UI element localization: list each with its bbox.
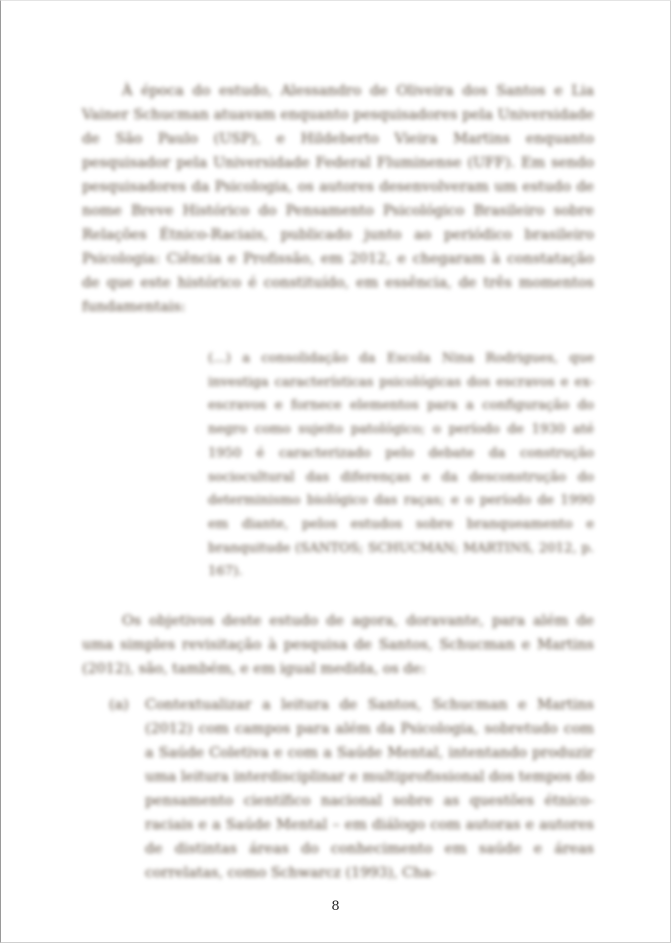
- list-item: [109, 693, 594, 885]
- list-item-marker: (a): [109, 697, 129, 713]
- page-number: 8: [331, 899, 340, 914]
- list-item-text: Contextualizar a leitura de Santos, Schucman e Martins (2012) com campos para além da Psicologia, sobretudo com a Saúde Coletiva e com a Saúde Mental, intentando produzir uma leitura interdisciplinar e multiprofissional dos tempos do pensamento científico nacional sobre as questões étnico-raciais e a Saúde Mental – em diálogo com autoras e autores de distintas áreas do conhecimento em saúde e áreas correlatas, como Schwarcz (1993), Cha-: [145, 697, 594, 881]
- block-quote: (...) a consolidação da Escola Nina Rodrigues, que investiga características psicológicas dos escravos e ex-escravos e fornece elementos para a configuração do negro como sujeito patológico; o período de 1930 até 1950 é caracterizado pelo debate da construção sociocultural das diferenças e da desconstrução do determinismo biológico das raças; e o período de 1990 em diante, pelos estudos sobre branqueamento e branquitude (SANTOS; SCHUCMAN; MARTINS, 2012, p. 167).: [208, 351, 594, 580]
- body-paragraph-2: Os objetivos deste estudo de agora, doravante, para além de uma simples revisitação à pesquisa de Santos, Schucman e Martins (2012), são, também, e em igual medida, os de:: [82, 613, 594, 677]
- body-paragraph-1: À época do estudo, Alessandro de Oliveira dos Santos e Lia Vainer Schucman atuavam enquanto pesquisadores pela Universidade de São Paulo (USP), e Hildeberto Vieira Martins enquanto pesquisador pela Universidade Federal Fluminense (UFF). Em sendo pesquisadores da Psicologia, os autores desenvolveram um estudo de nome Breve Histórico do Pensamento Psicológico Brasileiro sobre Relações Étnico-Raciais, publicado junto ao periódico brasileiro Psicologia: Ciência e Profissão, em 2012, e chegaram à constatação de que este histórico é constituído, em essência, de três momentos fundamentais:: [82, 83, 594, 315]
